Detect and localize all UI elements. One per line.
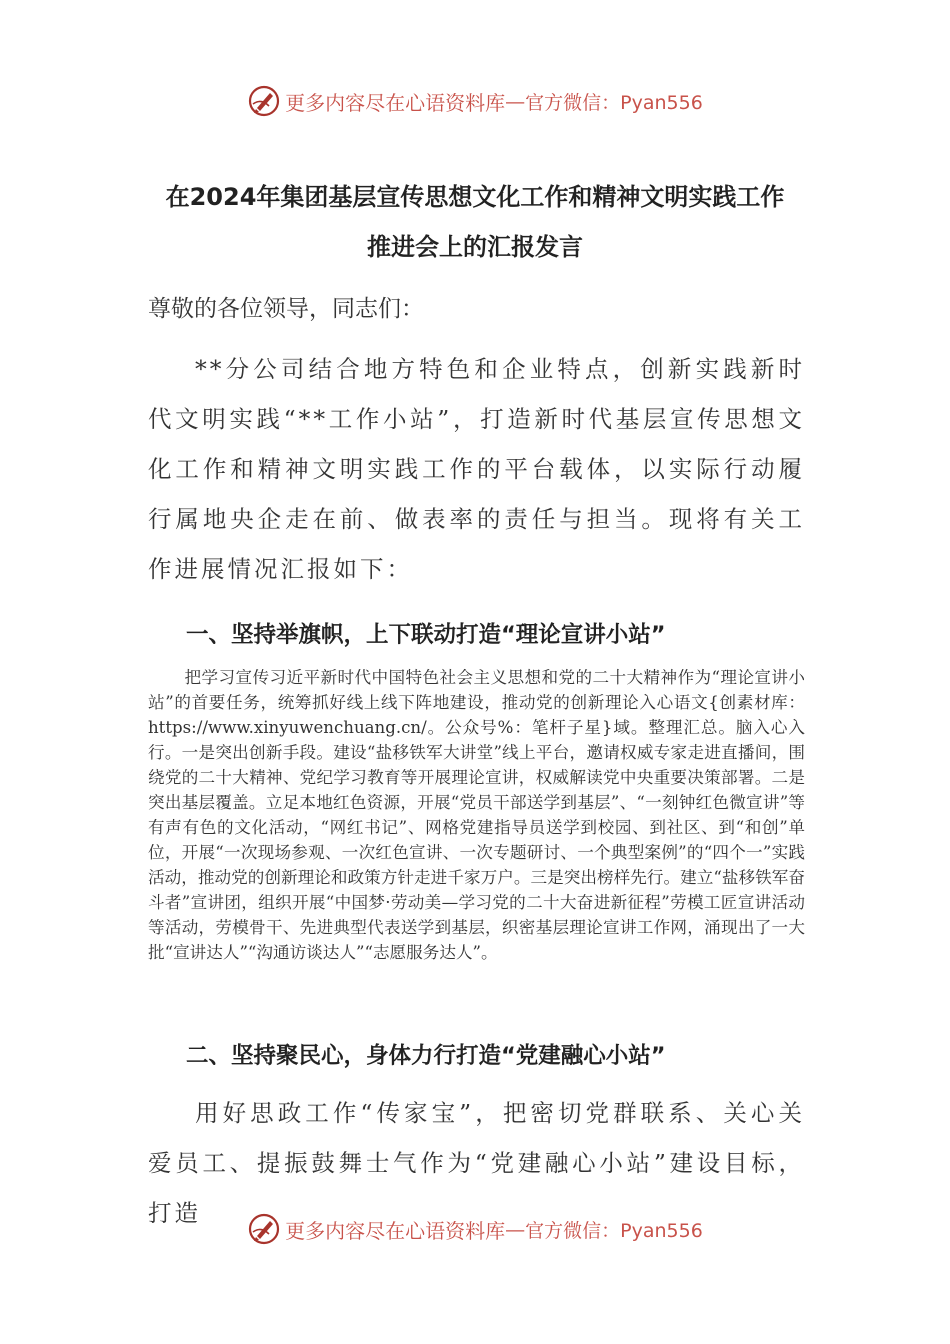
watermark-separator: —	[505, 1217, 526, 1241]
salutation: 尊敬的各位领导，同志们：	[148, 296, 424, 322]
section2-paragraph: 用好思政工作“传家宝”，把密切党群联系、关心关爱员工、提振鼓舞士气作为“党建融心小站”建设目标，打造	[148, 1099, 805, 1227]
section1-heading: 一、坚持举旗帜，上下联动打造“理论宣讲小站”	[186, 622, 666, 648]
section1-paragraph: 把学习宣传习近平新时代中国特色社会主义思想和党的二十大精神作为“理论宣讲小站”的首要任务，统筹抓好线上线下阵地建设，推动党的创新理论入心语文{创素材库：https://www.xinyuwenchuang.cn/。公众号%：笔杆子星}域。整理汇总。脑入心入行。一是突出创新手段。建设“盐移铁军大讲堂”线上平台，邀请权威专家走进直播间，围绕党的二十大精神、党纪学习教育等开展理论宣讲，权威解读党中央重要决策部署。二是突出基层覆盖。立足本地红色资源，开展“党员干部送学到基层”、“一刻钟红色微宣讲”等有声有色的文化活动，“网红书记”、网格党建指导员送学到校园、到社区、到“和创”单位，开展“一次现场参观、一次红色宣讲、一次专题研讨、一个典型案例”的“四个一”实践活动，推动党的创新理论和政策方针走进千家万户。三是突出榜样先行。建立“盐移铁军奋斗者”宣讲团，组织开展“中国梦·劳动美—学习党的二十大奋进新征程”劳模工匠宣讲活动等活动，劳模骨干、先进典型代表送学到基层，织密基层理论宣讲工作网，涌现出了一大批“宣讲达人”“沟通访谈达人”“志愿服务达人”。	[148, 668, 805, 962]
watermark-separator: —	[505, 89, 526, 113]
watermark-footer	[0, 1212, 950, 1246]
pen-circle-logo-icon	[247, 1212, 281, 1246]
watermark-header	[0, 84, 950, 118]
pen-circle-logo-icon	[247, 84, 281, 118]
document-title-line2: 推进会上的汇报发言	[367, 233, 583, 261]
watermark-contact: 官方微信：Pyan556	[525, 1219, 703, 1242]
intro-paragraph: **分公司结合地方特色和企业特点，创新实践新时代文明实践“**工作小站”，打造新时代基层宣传思想文化工作和精神文明实践工作的平台载体，以实际行动履行属地央企走在前、做表率的责任与担当。现将有关工作进展情况汇报如下：	[148, 355, 805, 583]
watermark-contact: 官方微信：Pyan556	[525, 91, 703, 114]
watermark-text: 更多内容尽在心语资料库	[285, 1218, 506, 1243]
document-title-line1: 在2024年集团基层宣传思想文化工作和精神文明实践工作	[165, 183, 785, 211]
watermark-text: 更多内容尽在心语资料库	[285, 90, 506, 115]
section2-heading: 二、坚持聚民心，身体力行打造“党建融心小站”	[186, 1043, 666, 1069]
